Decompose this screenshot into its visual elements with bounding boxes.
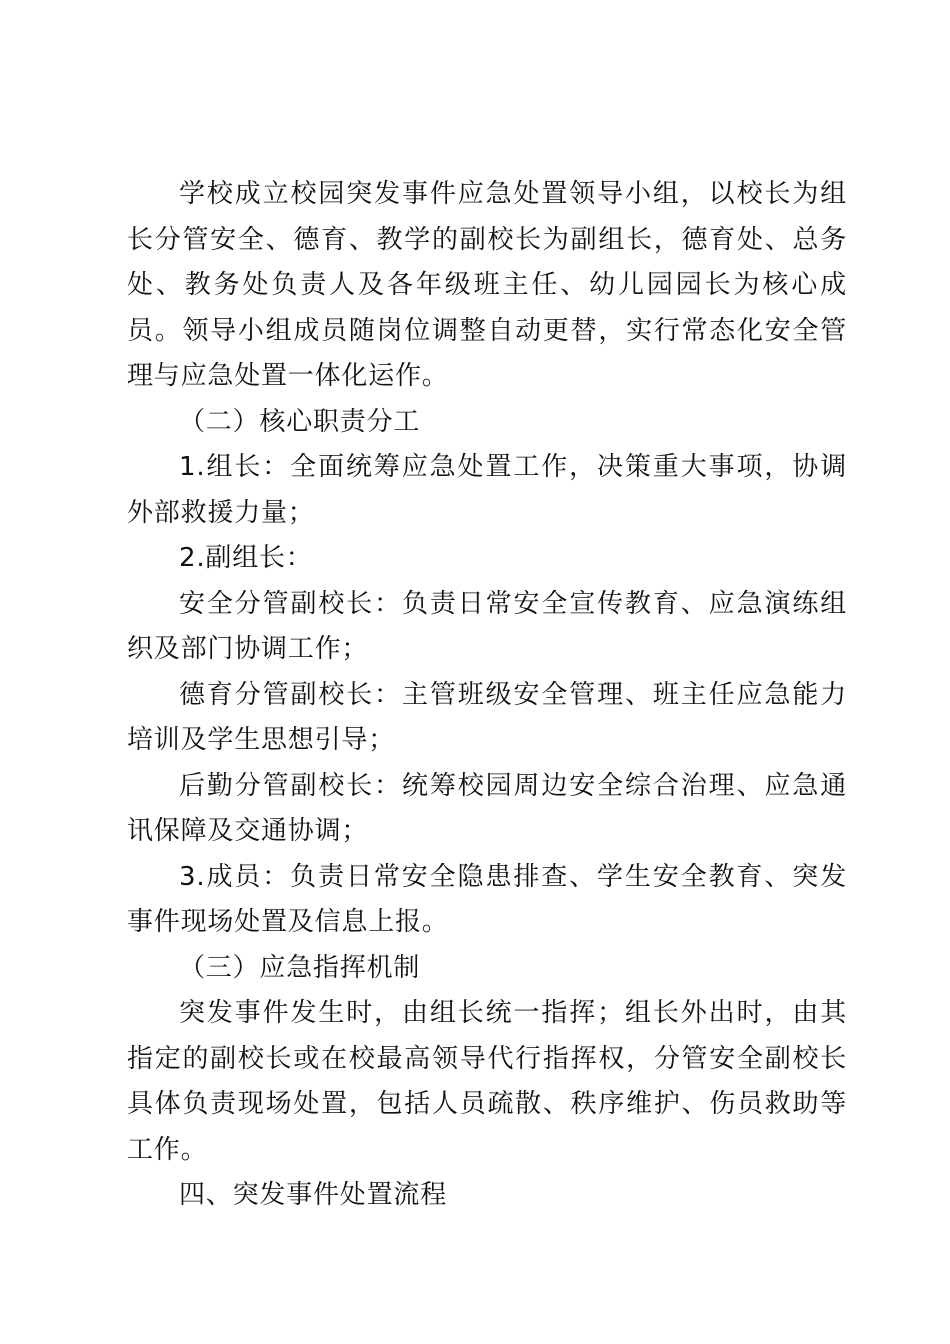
document-body bbox=[127, 172, 847, 1219]
paragraph-members: 3.成员：负责日常安全隐患排查、学生安全教育、突发事件现场处置及信息上报。 bbox=[127, 861, 847, 937]
heading-core-duties: （二）核心职责分工 bbox=[179, 406, 421, 437]
heading-section-four: 四、突发事件处置流程 bbox=[179, 1180, 448, 1210]
paragraph-leadership-group: 学校成立校园突发事件应急处置领导小组，以校长为组长分管安全、德育、教学的副校长为副组长，德育处、总务处、教务处负责人及各年级班主任、幼儿园园长为核心成员。领导小组成员随岗位调整自动更替，实行常态化安全管理与应急处置一体化运作。 bbox=[127, 179, 847, 391]
paragraph-logistics-deputy: 后勤分管副校长：统筹校园周边安全综合治理、应急通讯保障及交通协调； bbox=[127, 770, 847, 846]
paragraph-deputy-leader: 2.副组长： bbox=[179, 543, 313, 573]
paragraph-group-leader: 1.组长：全面统筹应急处置工作，决策重大事项，协调外部救援力量； bbox=[127, 452, 847, 528]
paragraph-safety-deputy: 安全分管副校长：负责日常安全宣传教育、应急演练组织及部门协调工作； bbox=[127, 588, 847, 664]
heading-command-mechanism: （三）应急指挥机制 bbox=[179, 952, 421, 983]
paragraph-moral-deputy: 德育分管副校长：主管班级安全管理、班主任应急能力培训及学生思想引导； bbox=[127, 679, 847, 755]
paragraph-command-details: 突发事件发生时，由组长统一指挥；组长外出时，由其指定的副校长或在校最高领导代行指挥权，分管安全副校长具体负责现场处置，包括人员疏散、秩序维护、伤员救助等工作。 bbox=[127, 998, 847, 1165]
